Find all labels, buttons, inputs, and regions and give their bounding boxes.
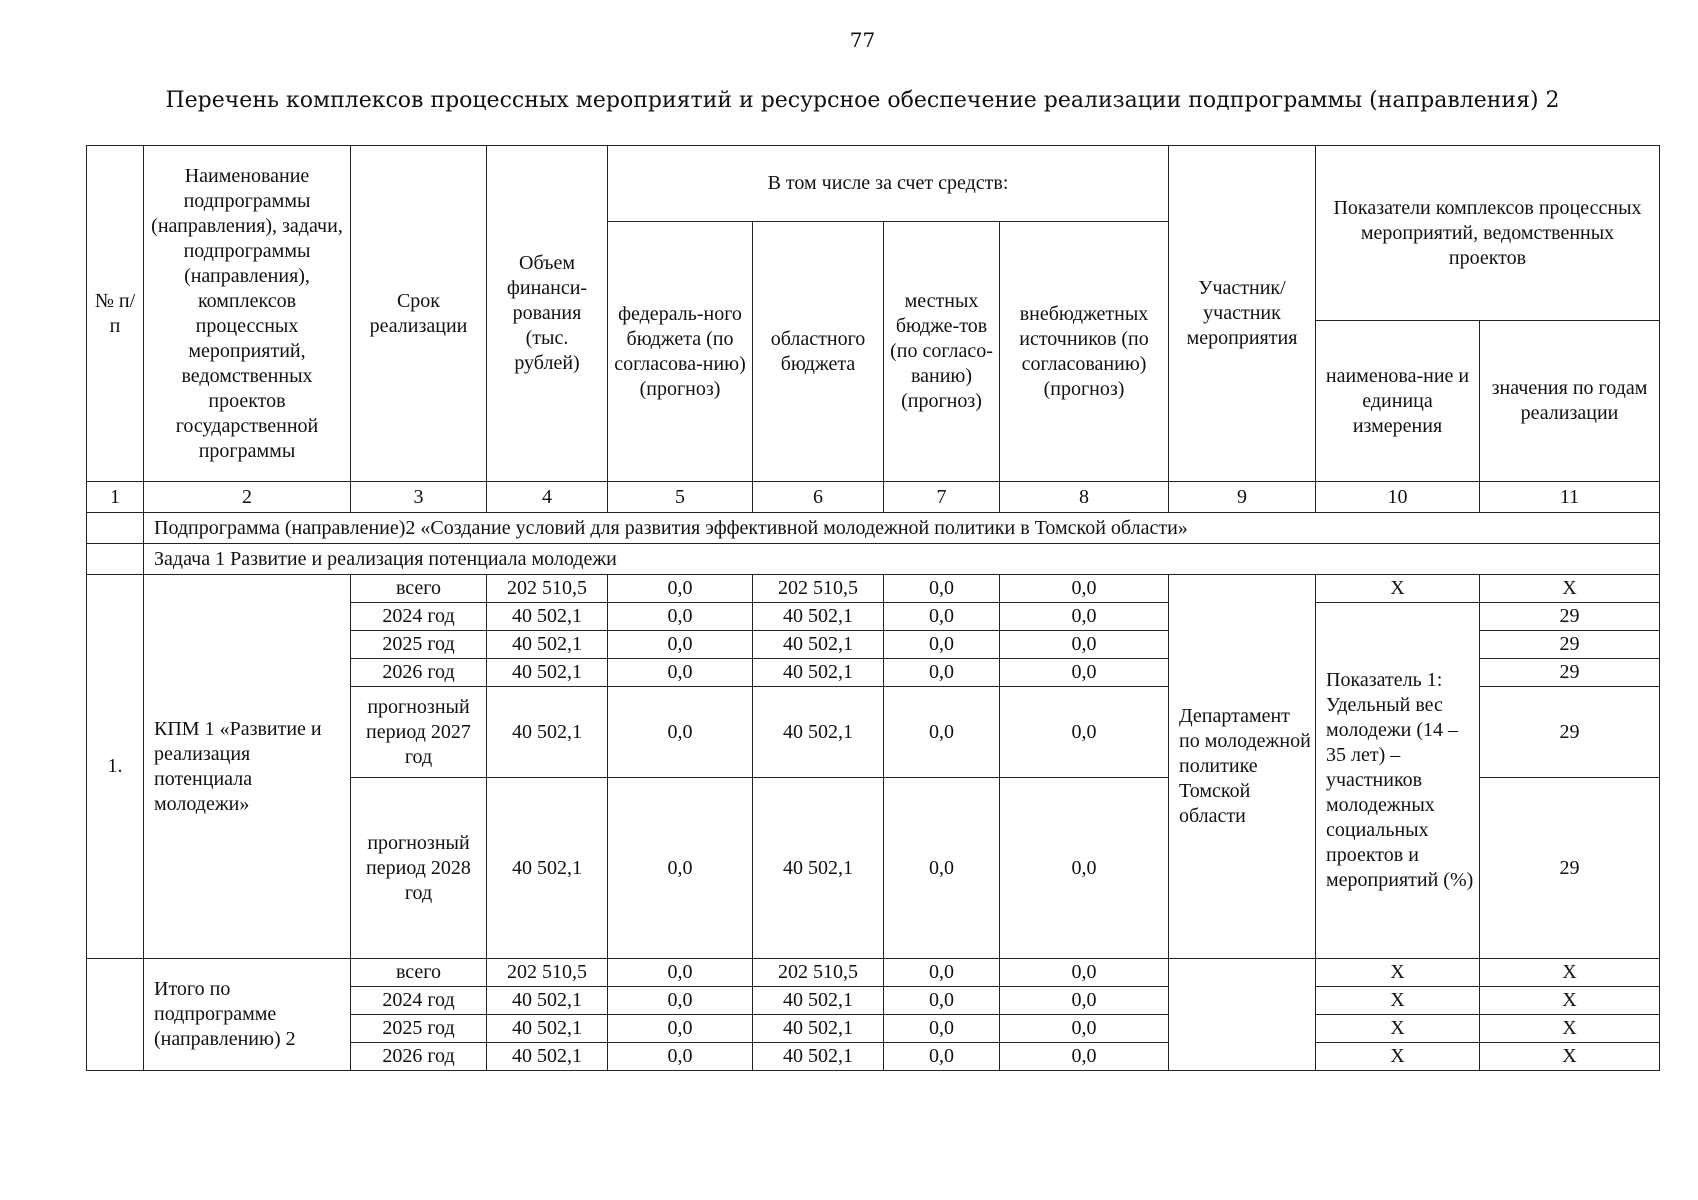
row-local: 0,0	[884, 778, 1000, 959]
row-local: 0,0	[884, 1043, 1000, 1071]
row-ind-value: 29	[1480, 778, 1660, 959]
row-extra: 0,0	[1000, 987, 1169, 1015]
row-ind-value: Х	[1480, 987, 1660, 1015]
row-term: 2024 год	[351, 603, 487, 631]
row-ind-value: 29	[1480, 687, 1660, 778]
page-number: 77	[849, 28, 876, 52]
subprogram-row	[87, 513, 1660, 544]
header-extra: внебюджетных источников (по согласованию) (прогноз)	[1000, 222, 1169, 482]
header-local: местных бюдже-тов (по согласо-ванию) (прогноз)	[884, 222, 1000, 482]
row-federal: 0,0	[608, 987, 753, 1015]
row-regional: 40 502,1	[753, 631, 884, 659]
row-extra: 0,0	[1000, 1043, 1169, 1071]
row-ind-value: Х	[1480, 1043, 1660, 1071]
row-volume: 40 502,1	[487, 778, 608, 959]
row-regional: 40 502,1	[753, 603, 884, 631]
row-federal: 0,0	[608, 659, 753, 687]
row-extra: 0,0	[1000, 603, 1169, 631]
row-ind-name: Х	[1316, 1015, 1480, 1043]
page-title: Перечень комплексов процессных мероприятий и ресурсное обеспечение реализации подпрограммы (направления) 2	[165, 88, 1560, 113]
row-extra: 0,0	[1000, 1015, 1169, 1043]
row-regional: 40 502,1	[753, 687, 884, 778]
row-volume: 40 502,1	[487, 1015, 608, 1043]
task-title: Задача 1 Развитие и реализация потенциала молодежи	[144, 544, 1660, 575]
header-name: Наименование подпрограммы (направления), задачи, подпрограммы (направления), комплексов процессных мероприятий, ведомственных проектов государственной программы	[144, 146, 351, 482]
row-federal: 0,0	[608, 778, 753, 959]
row-regional: 202 510,5	[753, 575, 884, 603]
header-term: Срок реализации	[351, 146, 487, 482]
header-ind-values: значения по годам реализации	[1480, 321, 1660, 482]
kpm-indicator: Показатель 1: Удельный вес молодежи (14 – 35 лет) – участников молодежных социальных проектов и мероприятий (%)	[1316, 603, 1480, 959]
col-number: 9	[1169, 482, 1316, 513]
row-local: 0,0	[884, 987, 1000, 1015]
row-ind-value: Х	[1480, 959, 1660, 987]
header-volume: Объем финанси-рования (тыс. рублей)	[487, 146, 608, 482]
header-incl: В том числе за счет средств:	[608, 146, 1169, 222]
row-extra: 0,0	[1000, 778, 1169, 959]
col-number: 1	[87, 482, 144, 513]
row-extra: 0,0	[1000, 575, 1169, 603]
row-federal: 0,0	[608, 959, 753, 987]
row-federal: 0,0	[608, 631, 753, 659]
row-ind-name: Х	[1316, 575, 1480, 603]
col-number: 3	[351, 482, 487, 513]
row-regional: 40 502,1	[753, 1015, 884, 1043]
row-local: 0,0	[884, 959, 1000, 987]
row-term: 2026 год	[351, 659, 487, 687]
row-ind-name: Х	[1316, 959, 1480, 987]
row-local: 0,0	[884, 1015, 1000, 1043]
row-term: прогнозный период 2028 год	[351, 778, 487, 959]
col-number: 5	[608, 482, 753, 513]
row-volume: 40 502,1	[487, 1043, 608, 1071]
row-ind-value: Х	[1480, 1015, 1660, 1043]
col-number: 6	[753, 482, 884, 513]
header-participant: Участник/ участник мероприятия	[1169, 146, 1316, 482]
col-number: 11	[1480, 482, 1660, 513]
row-term: 2024 год	[351, 987, 487, 1015]
col-number: 2	[144, 482, 351, 513]
subprogram-title: Подпрограмма (направление)2 «Создание условий для развития эффективной молодежной политики в Томской области»	[144, 513, 1660, 544]
row-volume: 40 502,1	[487, 631, 608, 659]
table-row	[87, 959, 1660, 987]
column-numbers-row	[87, 482, 1660, 513]
row-extra: 0,0	[1000, 687, 1169, 778]
header-regional: областного бюджета	[753, 222, 884, 482]
row-term: 2025 год	[351, 1015, 487, 1043]
header-num: № п/п	[87, 146, 144, 482]
row-local: 0,0	[884, 603, 1000, 631]
header-ind-name: наименова-ние и единица измерения	[1316, 321, 1480, 482]
row-volume: 40 502,1	[487, 687, 608, 778]
row-extra: 0,0	[1000, 959, 1169, 987]
kpm-name: КПМ 1 «Развитие и реализация потенциала молодежи»	[144, 575, 351, 959]
col-number: 7	[884, 482, 1000, 513]
row-ind-name: Х	[1316, 987, 1480, 1015]
header-row-1	[87, 146, 1660, 222]
row-term: прогнозный период 2027 год	[351, 687, 487, 778]
row-local: 0,0	[884, 659, 1000, 687]
col-number: 8	[1000, 482, 1169, 513]
row-federal: 0,0	[608, 1043, 753, 1071]
row-local: 0,0	[884, 631, 1000, 659]
row-extra: 0,0	[1000, 659, 1169, 687]
row-regional: 40 502,1	[753, 659, 884, 687]
row-ind-value: 29	[1480, 631, 1660, 659]
row-extra: 0,0	[1000, 631, 1169, 659]
row-term: 2026 год	[351, 1043, 487, 1071]
row-volume: 40 502,1	[487, 987, 608, 1015]
row-term: 2025 год	[351, 631, 487, 659]
row-federal: 0,0	[608, 603, 753, 631]
header-federal: федераль-ного бюджета (по согласова-нию) (прогноз)	[608, 222, 753, 482]
row-regional: 202 510,5	[753, 959, 884, 987]
total-name: Итого по подпрограмме (направлению) 2	[144, 959, 351, 1071]
row-regional: 40 502,1	[753, 778, 884, 959]
row-local: 0,0	[884, 575, 1000, 603]
row-volume: 202 510,5	[487, 959, 608, 987]
row-term: всего	[351, 575, 487, 603]
col-number: 4	[487, 482, 608, 513]
row-volume: 202 510,5	[487, 575, 608, 603]
row-regional: 40 502,1	[753, 987, 884, 1015]
row-federal: 0,0	[608, 687, 753, 778]
row-regional: 40 502,1	[753, 1043, 884, 1071]
kpm-participant: Департамент по молодежной политике Томской области	[1169, 575, 1316, 959]
row-ind-value: Х	[1480, 575, 1660, 603]
row-local: 0,0	[884, 687, 1000, 778]
row-term: всего	[351, 959, 487, 987]
resource-table	[86, 145, 1660, 1071]
row-volume: 40 502,1	[487, 603, 608, 631]
row-ind-name: Х	[1316, 1043, 1480, 1071]
col-number: 10	[1316, 482, 1480, 513]
kpm-number: 1.	[87, 575, 144, 959]
row-federal: 0,0	[608, 1015, 753, 1043]
row-ind-value: 29	[1480, 659, 1660, 687]
row-ind-value: 29	[1480, 603, 1660, 631]
row-federal: 0,0	[608, 575, 753, 603]
row-volume: 40 502,1	[487, 659, 608, 687]
header-indicators: Показатели комплексов процессных мероприятий, ведомственных проектов	[1316, 146, 1660, 321]
table-row	[87, 575, 1660, 603]
task-row	[87, 544, 1660, 575]
